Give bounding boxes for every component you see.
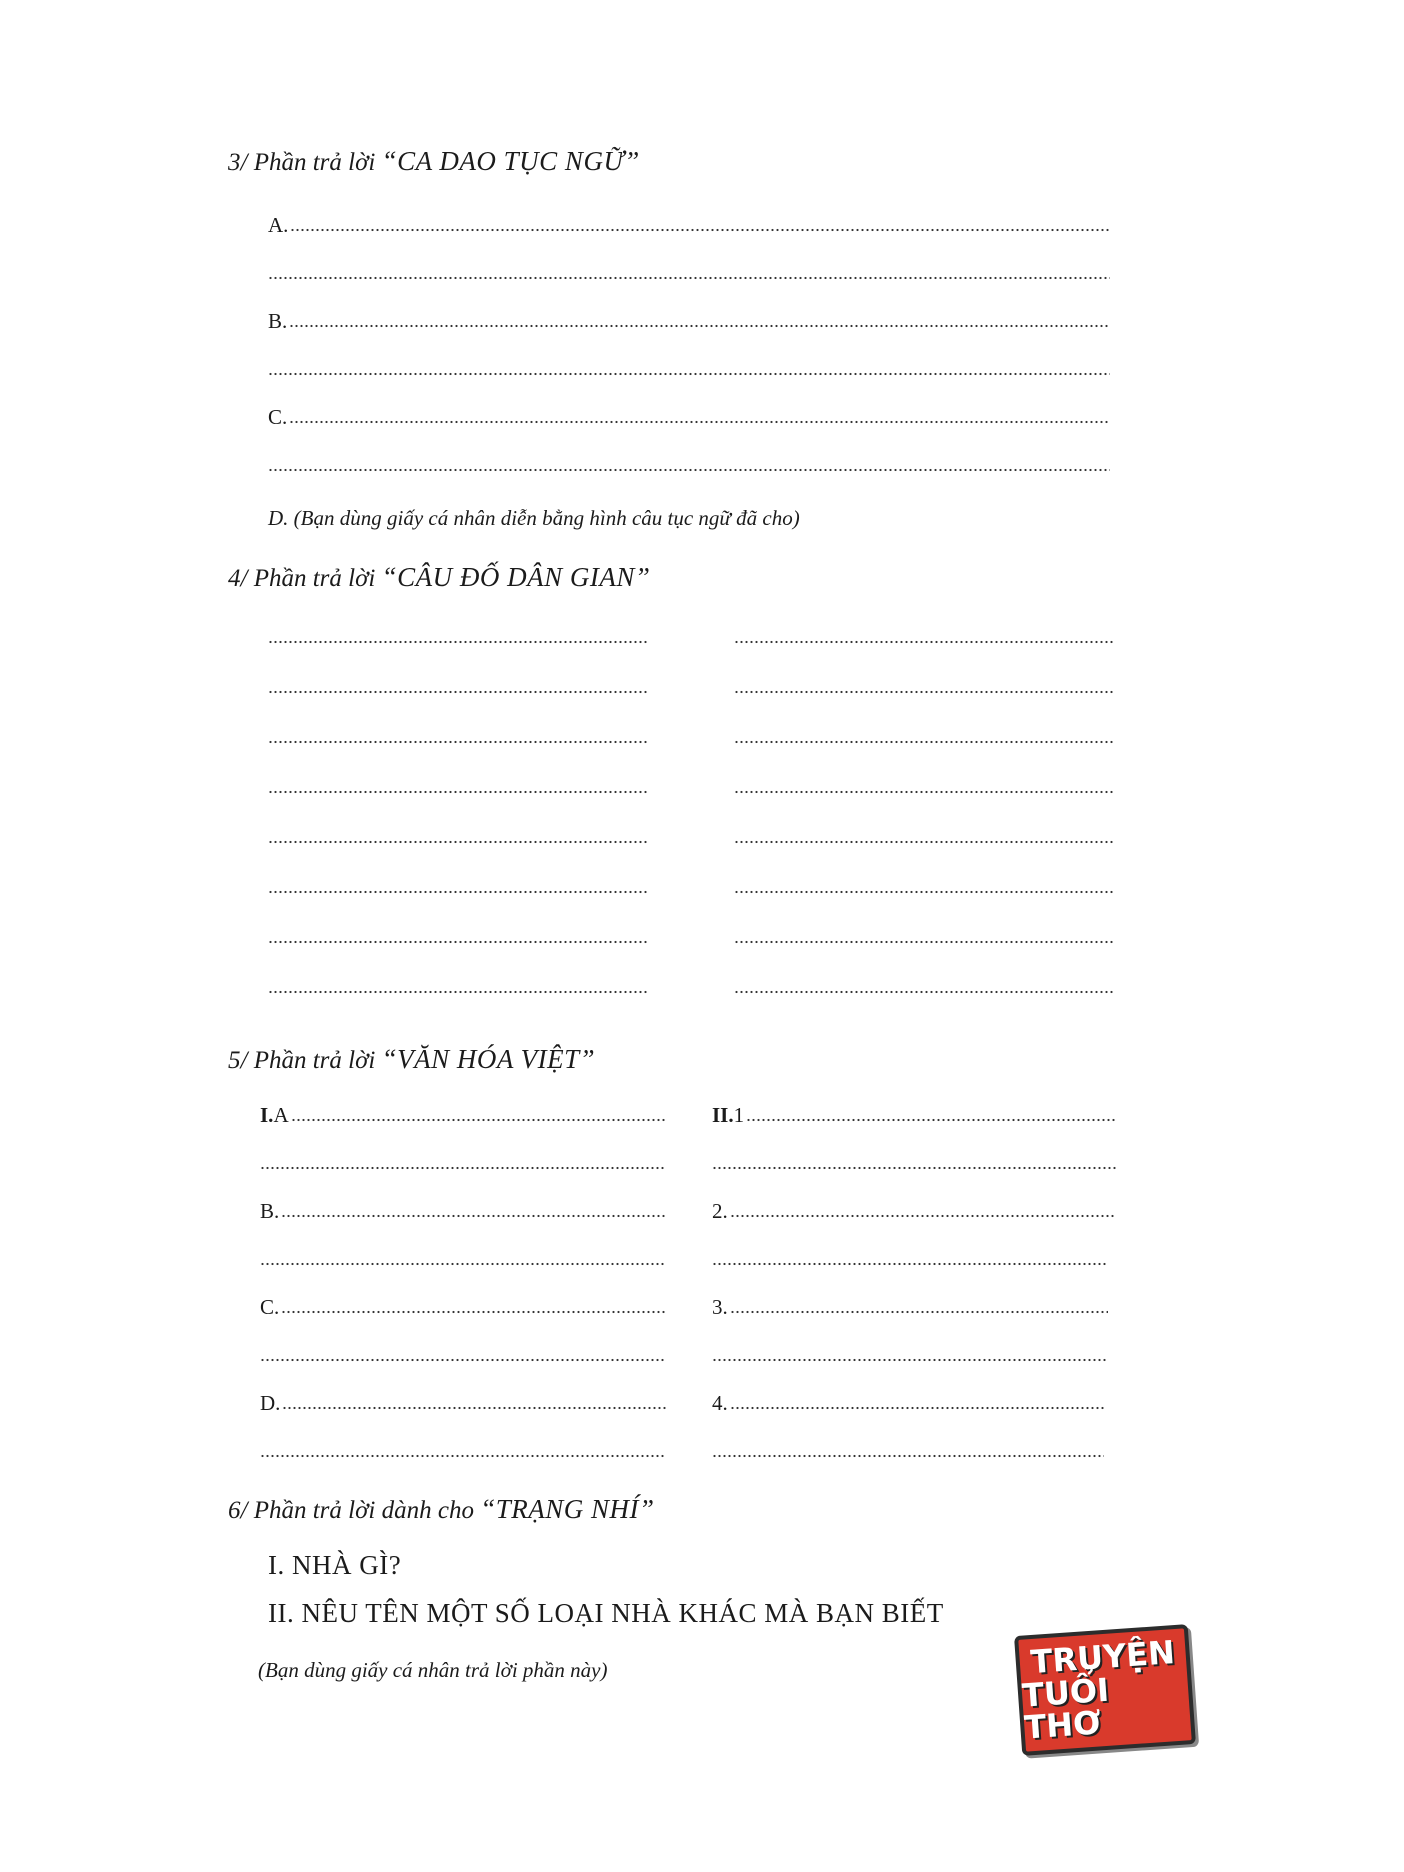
section-4-title — [228, 562, 650, 593]
riddle-answer-line-right-4[interactable] — [734, 772, 1114, 800]
section-6-note: (Bạn dùng giấy cá nhân trả lời phần này) — [258, 1658, 608, 1682]
answer-line-3b-cont[interactable] — [268, 354, 1110, 382]
section-5-title — [228, 1044, 595, 1075]
riddle-answer-line-left-1[interactable] — [268, 622, 648, 650]
answer-line-5-I-B-cont[interactable] — [260, 1244, 666, 1272]
answer-label: C. — [260, 1295, 280, 1319]
answer-label: B. — [260, 1199, 280, 1223]
answer-line-5-II-4-cont[interactable] — [712, 1436, 1104, 1464]
riddle-answer-line-left-4[interactable] — [268, 772, 648, 800]
answer-line-5-II-2[interactable] — [712, 1196, 1116, 1224]
answer-label: A — [273, 1103, 289, 1127]
riddle-answer-line-right-2[interactable] — [734, 672, 1114, 700]
answer-line-3c[interactable] — [268, 402, 1110, 430]
section-5-title-quote: “VĂN HÓA VIỆT” — [381, 1044, 596, 1074]
section-4-title-prefix: 4/ Phần trả lời — [228, 565, 376, 592]
roman-label: II. — [712, 1103, 734, 1127]
answer-line-5-II-2-cont[interactable] — [712, 1244, 1108, 1272]
section-6-title-prefix: 6/ Phần trả lời dành cho — [228, 1497, 474, 1524]
section-6-title — [228, 1494, 655, 1525]
answer-label: D. — [260, 1391, 281, 1415]
riddle-answer-line-right-8[interactable] — [734, 972, 1114, 1000]
riddle-answer-line-left-2[interactable] — [268, 672, 648, 700]
answer-line-5-I-C-cont[interactable] — [260, 1340, 666, 1368]
answer-label: A. — [268, 213, 289, 237]
answer-line-5-I-A-cont[interactable] — [260, 1148, 666, 1176]
question-1: I. NHÀ GÌ? — [268, 1550, 402, 1580]
answer-label: 2. — [712, 1199, 728, 1223]
section-3-title-quote: “CA DAO TỤC NGỮ” — [381, 146, 640, 176]
section-3-title-prefix: 3/ Phần trả lời — [228, 149, 376, 176]
section-5-title-prefix: 5/ Phần trả lời — [228, 1047, 376, 1074]
section-4-title-quote: “CÂU ĐỐ DÂN GIAN” — [381, 562, 651, 592]
answer-line-5-I-D-cont[interactable] — [260, 1436, 666, 1464]
riddle-answer-line-left-5[interactable] — [268, 822, 648, 850]
answer-line-5-II-3[interactable] — [712, 1292, 1108, 1320]
answer-line-5-I-A[interactable] — [260, 1100, 666, 1128]
riddle-answer-line-right-5[interactable] — [734, 822, 1114, 850]
riddle-answer-line-right-3[interactable] — [734, 722, 1114, 750]
riddle-answer-line-left-8[interactable] — [268, 972, 648, 1000]
answer-label: 3. — [712, 1295, 728, 1319]
logo-line-2: TUỔI THƠ — [1020, 1670, 1111, 1747]
riddle-answer-line-right-6[interactable] — [734, 872, 1114, 900]
answer-label: B. — [268, 309, 288, 333]
answer-line-5-II-4[interactable] — [712, 1388, 1104, 1416]
answer-line-5-II-1-cont[interactable] — [712, 1148, 1116, 1176]
answer-line-3a[interactable] — [268, 210, 1110, 238]
riddle-answer-line-left-3[interactable] — [268, 722, 648, 750]
answer-line-5-II-1[interactable] — [712, 1100, 1116, 1128]
answer-line-3c-cont[interactable] — [268, 450, 1110, 478]
section-6-title-quote: “TRẠNG NHÍ” — [480, 1494, 655, 1524]
answer-line-3a-cont[interactable] — [268, 258, 1110, 286]
answer-line-5-II-3-cont[interactable] — [712, 1340, 1108, 1368]
section-3-note: D. (Bạn dùng giấy cá nhân diễn bằng hình câu tục ngữ đã cho) — [268, 506, 800, 530]
answer-line-5-I-D[interactable] — [260, 1388, 666, 1416]
answer-line-5-I-C[interactable] — [260, 1292, 666, 1320]
answer-label: 1 — [733, 1103, 745, 1127]
answer-line-3b[interactable] — [268, 306, 1110, 334]
truyen-tuoi-tho-logo — [1014, 1624, 1196, 1756]
answer-label: 4. — [712, 1391, 728, 1415]
roman-label: I. — [260, 1103, 274, 1127]
answer-line-5-I-B[interactable] — [260, 1196, 666, 1224]
riddle-answer-line-right-7[interactable] — [734, 922, 1114, 950]
logo-line-1: TRUYỆN — [1029, 1633, 1176, 1682]
question-2: II. NÊU TÊN MỘT SỐ LOẠI NHÀ KHÁC MÀ BẠN BIẾT — [268, 1598, 944, 1628]
riddle-answer-line-right-1[interactable] — [734, 622, 1114, 650]
answer-label: C. — [268, 405, 288, 429]
section-3-title — [228, 146, 640, 177]
riddle-answer-line-left-7[interactable] — [268, 922, 648, 950]
riddle-answer-line-left-6[interactable] — [268, 872, 648, 900]
